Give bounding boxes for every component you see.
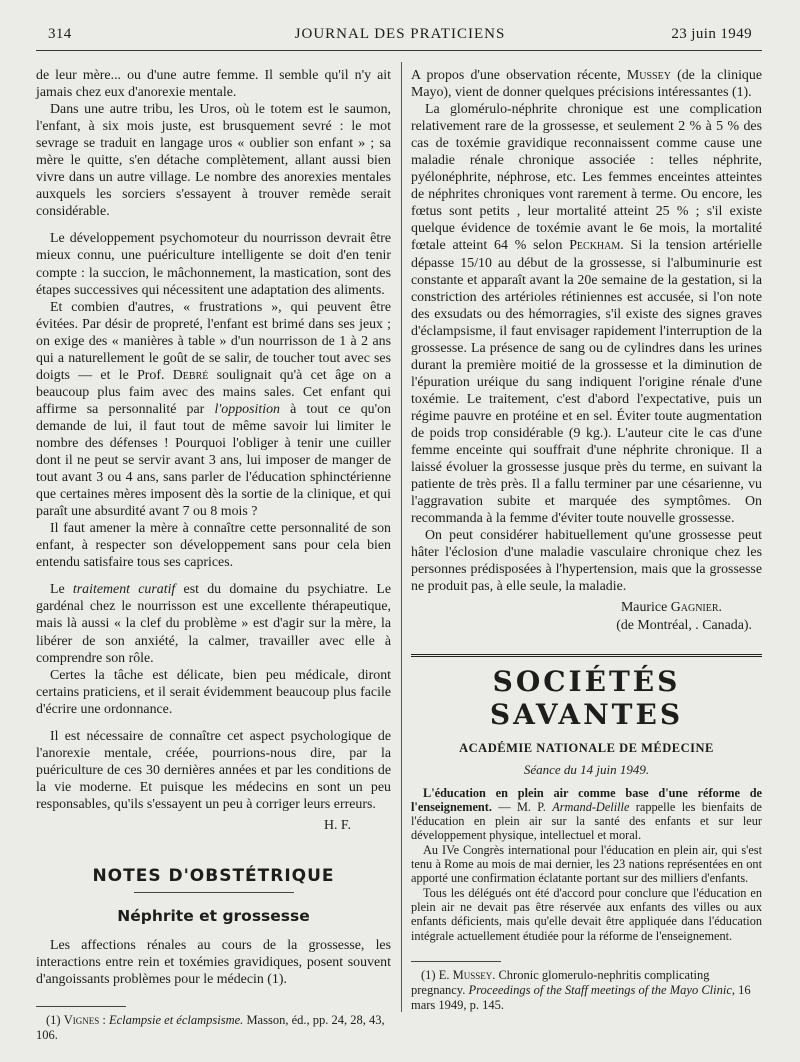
paragraph: On peut considérer habituellement qu'une grossesse peut hâter l'éclosion d'une maladie vasculaire chronique chez les personnes prédisposées à l'hypertension, mais que la grossesse ne produit pas, à elle seule, la maladie.: [411, 528, 762, 595]
paragraph: A propos d'une observation récente, Mussey (de la clinique Mayo), vient de donner quelques précisions intéressantes (1).: [411, 68, 762, 101]
footnote-rule: [411, 961, 501, 962]
session-date: Séance du 14 juin 1949.: [523, 761, 650, 777]
paragraph: Et combien d'autres, « frustrations », qui peuvent être évitées. Par désir de propreté, l'enfant est brimé dans ses jeux ; on exige des « manières à table » d'un nourrisson de 1 à 2 ans qui a naturellement le goût de se salir, de toucher tout avec ses doigts — et le Prof. Debré soulignait qu'à cet âge on a beaucoup plus faim avec des mains sales. Cet enfant qui affirme sa personnalité par l'opposition à tout ce qu'on demande de lui, il faut tout de même savoir lui limiter le nombre des défenses ! Pourquoi l'obliger à tenir une cuiller dont il ne peut se servir avant 3 ans, lui imposer de manger de tout avant 3 ou 4 ans, sans parler de l'éducation sphinctérienne que certaines mères imposent dès la sortie de la clinique, et qui paraît une absurdité avant 7 ou 8 mois ?: [36, 299, 392, 520]
title-rule: [134, 892, 294, 893]
column-divider: [401, 62, 402, 1012]
page-number: 314: [48, 26, 72, 42]
header-rule: [36, 50, 762, 51]
journal-title: JOURNAL DES PRATICIENS: [294, 26, 506, 42]
paragraph: Le traitement curatif est du domaine du psychiatre. Le gardénal chez le nourrisson est une excellente thérapeutique, mais là aussi « la clef du problème » est d'agir sur la mère, la libérer de son anxiété, la calmer, travailler avec elle à comprendre son rôle.: [36, 582, 391, 666]
author-name: Peckham: [569, 238, 621, 254]
footnote-rule: [36, 1006, 126, 1007]
paragraph: Les affections rénales au cours de la grossesse, les interactions entre rein et toxémies gravidiques, posent souvent d'angoissants problèmes pour le médecin (1).: [36, 938, 391, 988]
paragraph: Certes la tâche est délicate, bien peu médicale, diront certains praticiens, et il serait évidemment beaucoup plus facile d'écrire une ordonnance.: [36, 667, 391, 717]
author-signature: H. F.: [323, 817, 351, 833]
paragraph: La glomérulo-néphrite chronique est une complication relativement rare de la grossesse, et seulement 2 % à 5 % des cas de toxémie gravidique reconnaissent comme cause une maladie rénale chronique associée : telles néphrite, pyélonéphrite, néphrose, etc. Les femmes enceintes atteintes de néphrites chroniques vont rarement à terme. Ou encore, les fœtus sont petits , leur mortalité atteint 25 % ; s'il existe quelque évidence de toxémie avant le 6e mois, la mortalité fœtale atteint 64 % selon Peckham. Si la tension artérielle dépasse 15/10 au début de la grossesse, si l'albuminurie est constante et apparaît avant la 20e semaine de la gestation, si la constriction des artérioles rétiniennes est accusée, si l'on note des exsudats ou des hémorragies, s'il existe des signes graves d'éclampsisme, il faut envisager rapidement l'interruption de la grossesse. La présence de sang ou de cylindres dans les urines durant la première moitié de la grossesse et la diminution de l'épuration uréique du sang indiquent l'origine rénale d'une toxémie. Le traitement, c'est d'abord l'expectative, puis un régime pauvre en protéine et en sel. Éviter toute augmentation de poids trop considérable (9 kg.). L'auteur cite le cas d'une femme enceinte qui souffrait d'une néphrite chronique. Il a laissé évoluer la grossesse jusque près du terme, en suivant la patiente de très près. Il a fallu terminer par une césarienne, vu l'aggravation subite et marquée des symptômes. On recommanda à la femme d'éviter toute nouvelle grossesse.: [411, 102, 762, 527]
section-title: NOTES D'OBSTÉTRIQUE: [92, 866, 335, 887]
article-title: Néphrite et grossesse: [117, 907, 310, 926]
academy-report: [411, 786, 762, 943]
running-header: [48, 26, 752, 48]
academy-title: ACADÉMIE NATIONALE DE MÉDECINE: [459, 740, 714, 755]
author-location: (de Montréal, . Canada).: [616, 617, 752, 633]
author-name: Mussey: [626, 68, 671, 83]
paragraph: L'éducation en plein air comme base d'une réforme de l'enseignement. — M. P. Armand-Delille rappelle les bienfaits de l'éducation en plein air sur la santé des enfants et sur leur développement physique, intellectuel et moral.: [411, 785, 763, 843]
paragraph: Le développement psychomoteur du nourrisson devrait être mieux connu, une puériculture intelligente se doit d'en tenir compte : la succion, le mâchonnement, la mastication, sont des étapes successives qui nécessitent une adaptation des aliments.: [36, 231, 391, 298]
anorexia-article: [36, 67, 391, 834]
footnote: (1) E. Mussey. Chronic glomerulo-nephritis complicating pregnancy. Proceedings of the Staff meetings of the Mayo Clinic, 16 mars 1949, p. 145.: [411, 967, 751, 1012]
author-signature: Maurice Gagnier.: [620, 600, 722, 616]
author-name: Debré: [172, 367, 209, 383]
paragraph: Tous les délégués ont été d'accord pour conclure que l'éducation en plein air ne devait pas être réservée aux enfants des villes ou aux enfants déficients, mais qu'elle devait être appliquée dans l'éducation intégrale actuellement étudiée pour la réforme de l'enseignement.: [411, 885, 762, 943]
issue-date: 23 juin 1949: [671, 26, 752, 42]
footnote: (1) Vignes : Eclampsie et éclampsisme. Masson, éd., pp. 24, 28, 43, 106.: [36, 1013, 385, 1043]
left-column: [36, 67, 391, 1043]
paragraph: Dans une autre tribu, les Uros, où le totem est le saumon, l'enfant, à six mois juste, est brusquement sevré : le mot sevrage se traduit en langage uros « oublier son enfant » ; sa mère le quitte, s'en détache complètement, allant aussi bien vivre dans un autre village. Le nombre des anorexies mentales auxquels les sorciers s'essayent à trouver remède serait considérable.: [36, 102, 391, 220]
right-column: [411, 67, 762, 1013]
paragraph: Il faut amener la mère à connaître cette personnalité de son enfant, à respecter son développement sans pour cela bien entendu satisfaire tous ses caprices.: [36, 521, 391, 571]
paragraph: de leur mère... ou d'une autre femme. Il semble qu'il n'y ait jamais chez eux d'anorexie mentale.: [36, 68, 391, 101]
section-rule: [411, 654, 762, 657]
paragraph: Il est nécessaire de connaître cet aspect psychologique de l'anorexie mentale, créée, pourrions-nous dire, par la puériculture de ces 30 dernières années et par les conditions de la vie moderne. Et puisque les médecins en sont un peu responsables, qu'ils s'essayent un peu à corriger leurs erreurs.: [36, 728, 391, 812]
section-title: SOCIÉTÉS SAVANTES: [489, 664, 684, 731]
paragraph: Au IVe Congrès international pour l'éducation en plein air, qui s'est tenu à Rome au mois de mai dernier, les 23 nations représentées en ont apporté une confirmation éclatante portant sur des milliers d'enfants.: [411, 842, 762, 886]
nephritis-article: [411, 67, 762, 634]
